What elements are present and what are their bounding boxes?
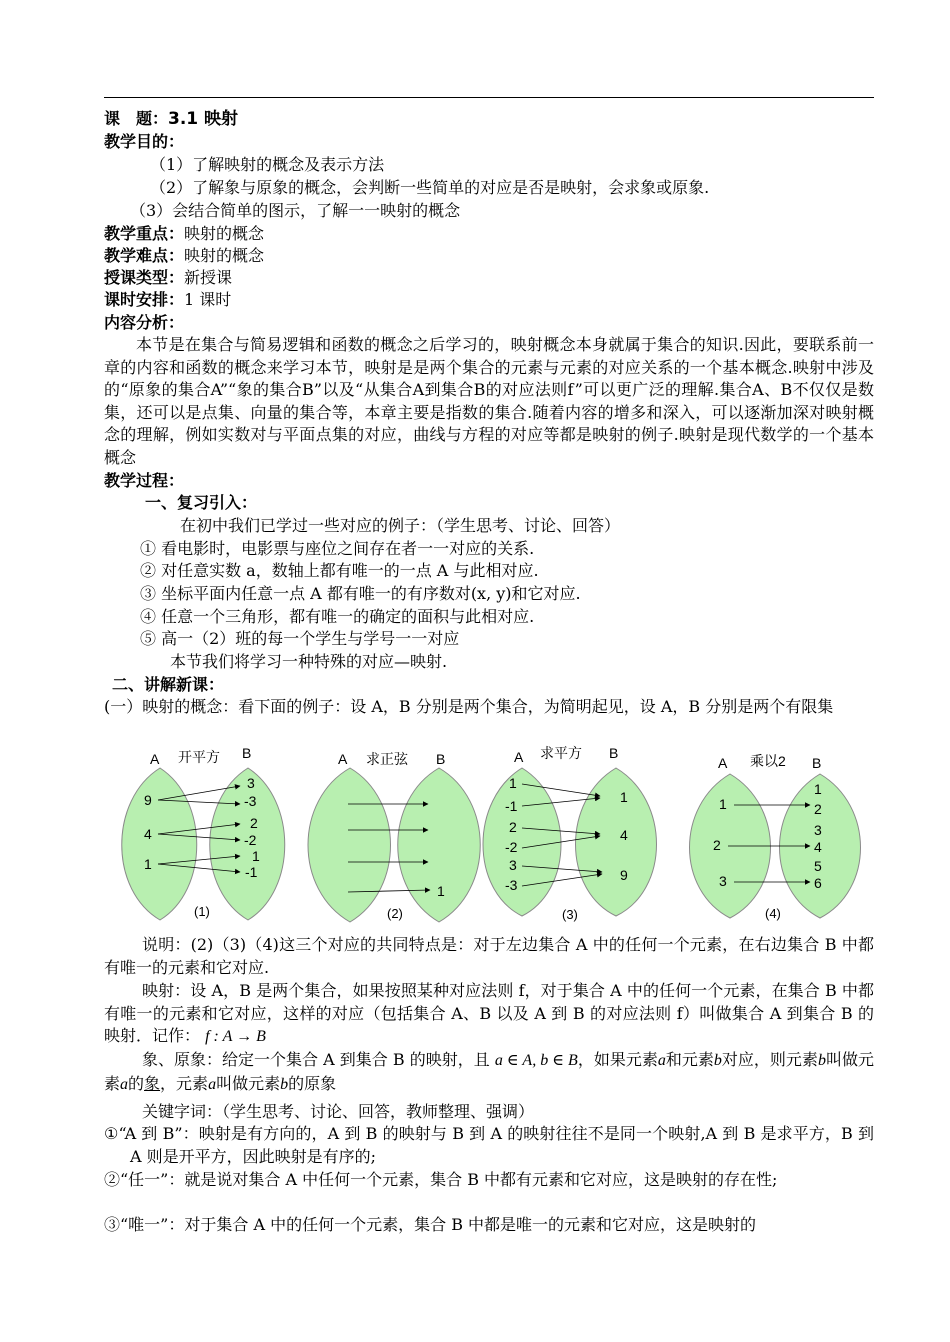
- element-a: 1: [719, 796, 727, 812]
- goals-label: 教学目的：: [104, 132, 185, 151]
- image-condition: a ∈ A, b ∈ B: [494, 1052, 578, 1069]
- analysis-label: 内容分析：: [104, 313, 185, 332]
- element-a: 2: [509, 819, 517, 835]
- review-item: ③ 坐标平面内任意一点 A 都有唯一的有序数对(x, y)和它对应.: [140, 584, 581, 603]
- element-b: -2: [244, 832, 257, 848]
- mapping-notation: f : A → B: [205, 1028, 266, 1046]
- section1-intro: 在初中我们已学过一些对应的例子：（学生思考、讨论、回答）: [180, 516, 621, 535]
- keyword-head: ③“唯一”：: [104, 1215, 185, 1234]
- image-def-part: 的原象: [288, 1073, 337, 1093]
- explanation-note: 说明：(2)（3)（4)这三个对应的共同特点是：对于左边集合 A 中的任何一个元素，在右边集合 B 中都有唯一的元素和它对应.: [104, 935, 874, 977]
- meta-label: 课时安排：: [104, 290, 185, 309]
- image-def-part: 对应，则元素: [721, 1050, 818, 1069]
- title-label: 课 题：: [104, 109, 169, 128]
- set-a-label: A: [150, 751, 160, 767]
- element-b: -1: [245, 864, 258, 880]
- keyword-head: ②“任一”：: [104, 1170, 185, 1189]
- element-a: 1: [144, 856, 152, 872]
- mapping-diagrams: [104, 740, 884, 940]
- element-b: 3: [814, 822, 822, 838]
- section1-closing: 本节我们将学习一种特殊的对应—映射.: [170, 652, 448, 671]
- meta-value: 映射的概念: [184, 246, 265, 265]
- mapping-diagrams-svg: [104, 740, 884, 940]
- section1-title: 一、复习引入：: [145, 493, 258, 512]
- keyword-item: [104, 1169, 874, 1192]
- set-b-label: B: [242, 745, 252, 761]
- set-a-shape: [483, 768, 561, 916]
- meta-value: 1 课时: [184, 290, 232, 309]
- section2-intro: (一）映射的概念：看下面的例子：设 A，B 分别是两个集合，为简明起见，设 A，B 分别是两个有限集: [104, 697, 834, 716]
- var-a: a: [120, 1075, 129, 1093]
- element-a: 3: [509, 857, 517, 873]
- goal-item: （1）了解映射的概念及表示方法: [150, 155, 385, 174]
- meta-label: 教学重点：: [104, 224, 185, 243]
- image-def-part: 叫做元素: [216, 1073, 281, 1093]
- var-a: a: [208, 1075, 217, 1093]
- element-a: 9: [144, 792, 152, 808]
- diagram-caption: (1): [194, 904, 210, 919]
- set-a-label: A: [718, 755, 728, 771]
- var-b: b: [713, 1052, 722, 1069]
- image-def-part: 象、原象：给定一个集合 A 到集合 B 的映射，且: [142, 1050, 490, 1069]
- keyword-text: 映射是有方向的，A 到 B 的映射与 B 到 A 的映射往往不是同一个映射,A 到 B 是求平方，B 到 A 则是开平方，因此映射是有序的;: [130, 1124, 874, 1166]
- meta-label: 授课类型：: [104, 268, 185, 287]
- rule-label: 开平方: [178, 749, 220, 765]
- review-item: ④ 任意一个三角形，都有唯一的确定的面积与此相对应.: [140, 607, 535, 626]
- set-b-shape: [576, 768, 657, 916]
- element-b: 4: [620, 827, 628, 843]
- diagram-1: [122, 745, 285, 920]
- rule-label: 乘以2: [750, 753, 786, 769]
- set-a-label: A: [514, 749, 524, 765]
- top-rule: [104, 97, 874, 98]
- review-item: ⑤ 高一（2）班的每一个学生与学号一一对应: [140, 629, 460, 648]
- analysis-text: 本节是在集合与简易逻辑和函数的概念之后学习的，映射概念本身就属于集合的知识.因此，要联系前一章的内容和函数的概念来学习本节，映射是是两个集合的元素与元素的对应关系的一个基本概念.映射中涉及的“原象的集合A”“象的集合B”以及“从集合A到集合B的对应法则f”可以更广泛的理解.集合A、B不仅仅是数集，还可以是点集、向量的集合等，本章主要是指数的集合.随着内容的增多和深入，可以逐渐加深对映射概念的理解，例如实数对与平面点集的对应，曲线与方程的对应等都是映射的例子.映射是现代数学的一个基本概念: [104, 335, 874, 467]
- element-b: 1: [252, 848, 260, 864]
- element-a: -3: [505, 877, 518, 893]
- element-a: 4: [144, 826, 152, 842]
- image-def-part: ，元素: [160, 1073, 209, 1093]
- meta-row: [104, 289, 231, 311]
- meta-label: 教学难点：: [104, 246, 185, 265]
- var-b: b: [280, 1075, 289, 1093]
- keyword-item: [104, 1214, 874, 1237]
- var-b: b: [817, 1052, 826, 1069]
- meta-row: [104, 245, 264, 267]
- set-b-label: B: [436, 751, 446, 767]
- section2-title: 二、讲解新课：: [112, 675, 225, 694]
- meta-value: 映射的概念: [184, 224, 265, 243]
- keyword-item: [104, 1123, 874, 1168]
- title-value: 3.1 映射: [168, 109, 239, 129]
- review-item: ② 对任意实数 a，数轴上都有唯一的一点 A 与此相对应.: [140, 561, 539, 580]
- image-def-part: 的: [128, 1073, 145, 1093]
- goal-item: （2）了解象与原象的概念，会判断一些简单的对应是否是映射，会求象或原象.: [150, 178, 710, 197]
- element-b: 6: [814, 875, 822, 891]
- element-a: -2: [505, 839, 518, 855]
- element-b: 2: [814, 801, 822, 817]
- element-a: 1: [509, 775, 517, 791]
- goal-item: （3）会结合简单的图示，了解一一映射的概念: [130, 201, 461, 220]
- element-b: 3: [247, 775, 255, 791]
- element-a: 3: [719, 873, 727, 889]
- keyword-text: 就是说对集合 A 中任何一个元素，集合 B 中都有元素和它对应，这是映射的存在性;: [184, 1170, 778, 1189]
- image-def-part: 和元素: [665, 1050, 714, 1069]
- mapping-definition: [104, 980, 874, 1049]
- meta-row: [104, 267, 232, 289]
- rule-label: 求正弦: [366, 751, 408, 767]
- element-b: 4: [814, 839, 822, 855]
- element-b: 2: [250, 815, 258, 831]
- element-a: 2: [713, 837, 721, 853]
- process-label: 教学过程：: [104, 471, 185, 490]
- image-def-part: 叫做元素: [104, 1050, 874, 1093]
- var-a: a: [657, 1052, 666, 1069]
- diagram-caption: (3): [562, 907, 578, 922]
- mapping-definition-text: 映射：设 A，B 是两个集合，如果按照某种对应法则 f，对于集合 A 中的任何一个元素，在集合 B 中都有唯一的元素和它对应，这样的对应（包括集合 A、B 以及 A 到 B 的对应法则 f）叫做集合 A 到集合 B 的映射．记作：: [104, 981, 874, 1046]
- set-b-label: B: [812, 755, 822, 771]
- set-a-shape: [308, 768, 391, 922]
- image-word: 象: [144, 1073, 161, 1093]
- review-item: ① 看电影时，电影票与座位之间存在者一一对应的关系.: [140, 539, 535, 558]
- set-b-label: B: [609, 745, 619, 761]
- element-b: 5: [814, 858, 822, 874]
- element-b: -3: [244, 793, 257, 809]
- diagram-4: [690, 753, 861, 921]
- diagram-caption: (4): [765, 906, 781, 921]
- image-definition: [104, 1049, 874, 1096]
- keyword-text: 对于集合 A 中的任何一个元素，集合 B 中都是唯一的元素和它对应，这是映射的: [184, 1215, 757, 1234]
- meta-row: [104, 223, 264, 245]
- element-b: 1: [620, 789, 628, 805]
- element-b: 1: [814, 781, 822, 797]
- element-b: 1: [437, 883, 445, 899]
- set-a-shape: [122, 768, 197, 920]
- keyword-head: ①“A 到 B”：: [104, 1124, 199, 1143]
- element-b: 9: [620, 867, 628, 883]
- set-a-label: A: [338, 751, 348, 767]
- keywords-intro: 关键字词：（学生思考、讨论、回答，教师整理、强调）: [142, 1102, 535, 1121]
- diagram-2: [308, 751, 480, 922]
- diagram-caption: (2): [387, 906, 403, 921]
- element-a: -1: [505, 798, 518, 814]
- meta-value: 新授课: [184, 268, 233, 287]
- image-def-part: ，如果元素: [577, 1050, 658, 1069]
- rule-label: 求平方: [540, 745, 582, 761]
- lesson-title: [104, 108, 238, 130]
- diagram-3: [483, 745, 657, 922]
